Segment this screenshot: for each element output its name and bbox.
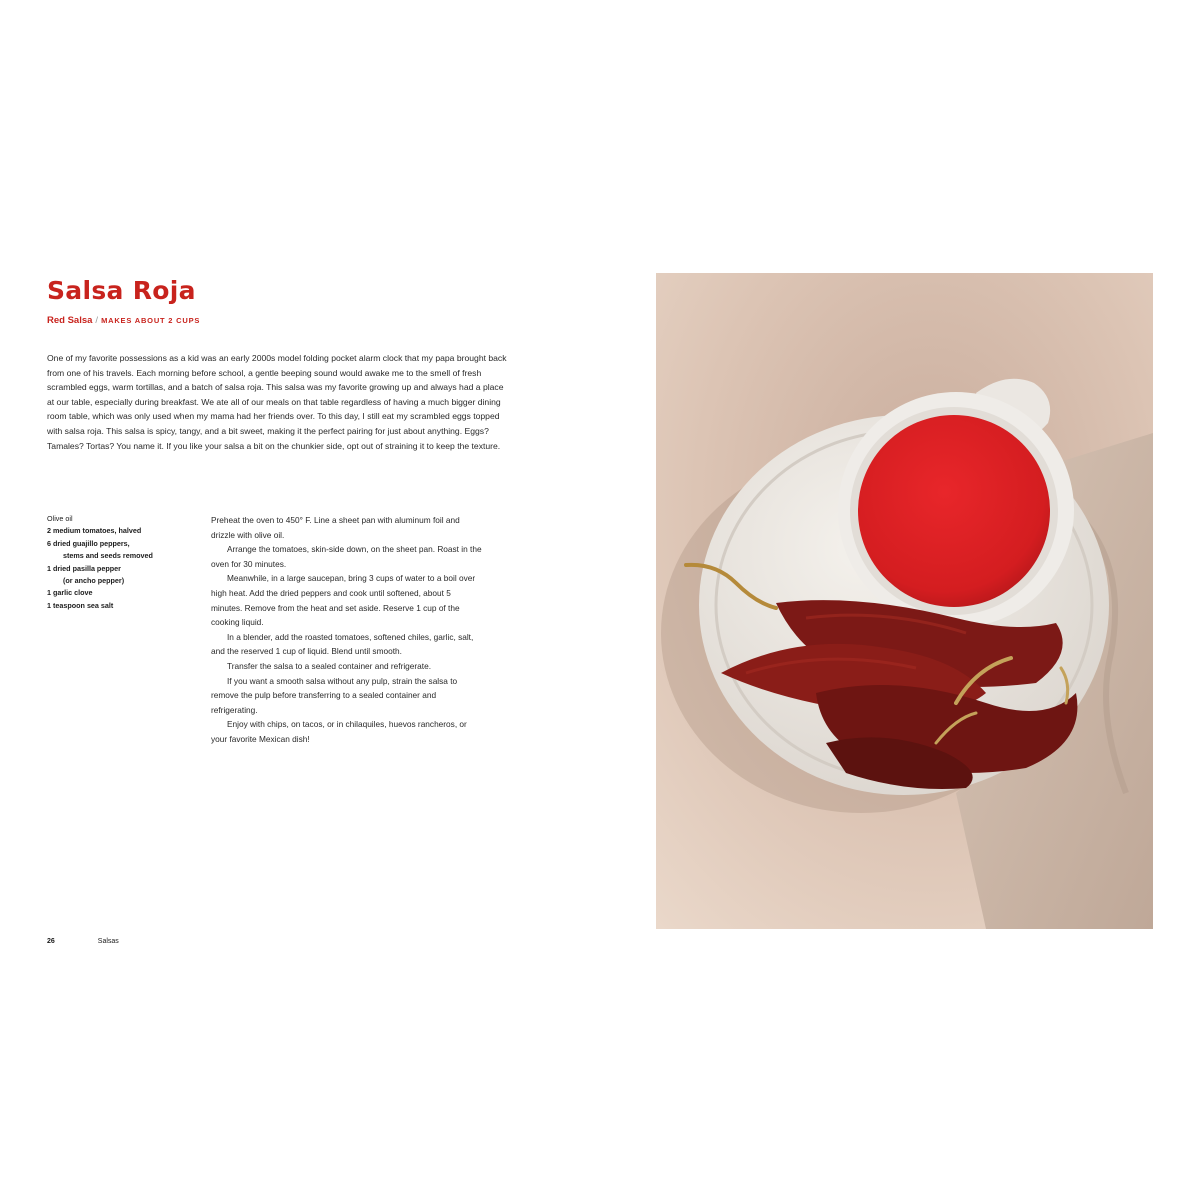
ingredient-item: 1 garlic clove — [47, 588, 93, 598]
ingredient-list — [47, 513, 197, 612]
photo-illustration — [656, 273, 1153, 929]
ingredient-item: 6 dried guajillo peppers, — [47, 538, 130, 548]
ingredient-item: Olive oil — [47, 514, 73, 523]
page-footer — [47, 938, 119, 945]
salsa-liquid — [858, 415, 1050, 607]
section-name: Salsas — [97, 938, 119, 945]
method-step: Arrange the tomatoes, skin-side down, on the sheet pan. Roast in the oven for 30 minutes. — [211, 544, 482, 569]
recipe-yield: MAKES ABOUT 2 CUPS — [101, 316, 201, 325]
method-step: Transfer the salsa to a sealed container and refrigerate. — [227, 660, 432, 671]
method-step: Enjoy with chips, on tacos, or in chilaquiles, huevos rancheros, or your favorite Mexican dish! — [211, 719, 467, 744]
method-step: Preheat the oven to 450° F. Line a sheet pan with aluminum foil and drizzle with olive oil. — [211, 515, 460, 540]
recipe-english-name: Red Salsa — [47, 315, 93, 326]
method-steps — [211, 513, 483, 747]
ingredient-item: 1 teaspoon sea salt — [47, 600, 114, 610]
method-step: In a blender, add the roasted tomatoes, softened chiles, garlic, salt, and the reserved 1 cup of liquid. Blend until smooth. — [211, 631, 474, 657]
recipe-subtitle — [47, 315, 200, 326]
method-step: If you want a smooth salsa without any pulp, strain the salsa to remove the pulp before transferring to a sealed container and refrigerating. — [211, 675, 458, 715]
recipe-intro: One of my favorite possessions as a kid was an early 2000s model folding pocket alarm clock that my papa brought back from one of his travels. Each morning before school, a gentle beeping sound would awake me to the smell of fresh scrambled eggs, warm tortillas, and a batch of salsa roja. This salsa was my favorite growing up and always had a place at our table, especially during breakfast. We ate all of our meals on that table regardless of having a much bigger dining room table, which was only used when my mama had her friends over. To this day, I still eat my scrambled eggs topped with salsa roja. This salsa is spicy, tangy, and a bit sweet, making it the perfect pairing for just about anything. Eggs? Tamales? Tortas? You name it. If you like your salsa a bit on the chunkier side, opt out of straining it to keep the texture. — [47, 353, 507, 451]
ingredient-item: (or ancho pepper) — [63, 576, 125, 586]
ingredient-item: stems and seeds removed — [63, 551, 153, 561]
subtitle-separator: / — [95, 315, 99, 326]
salsa-photo — [656, 273, 1153, 929]
recipe-title: Salsa Roja — [47, 276, 196, 305]
ingredient-item: 2 medium tomatoes, halved — [47, 526, 142, 536]
method-step: Meanwhile, in a large saucepan, bring 3 cups of water to a boil over high heat. Add the dried peppers and cook until softened, about 5 minutes. Remove from the heat and set aside. Reserve 1 cup of the cooking liquid. — [211, 573, 476, 628]
page-number: 26 — [47, 938, 55, 945]
ingredient-item: 1 dried pasilla pepper — [47, 563, 121, 573]
